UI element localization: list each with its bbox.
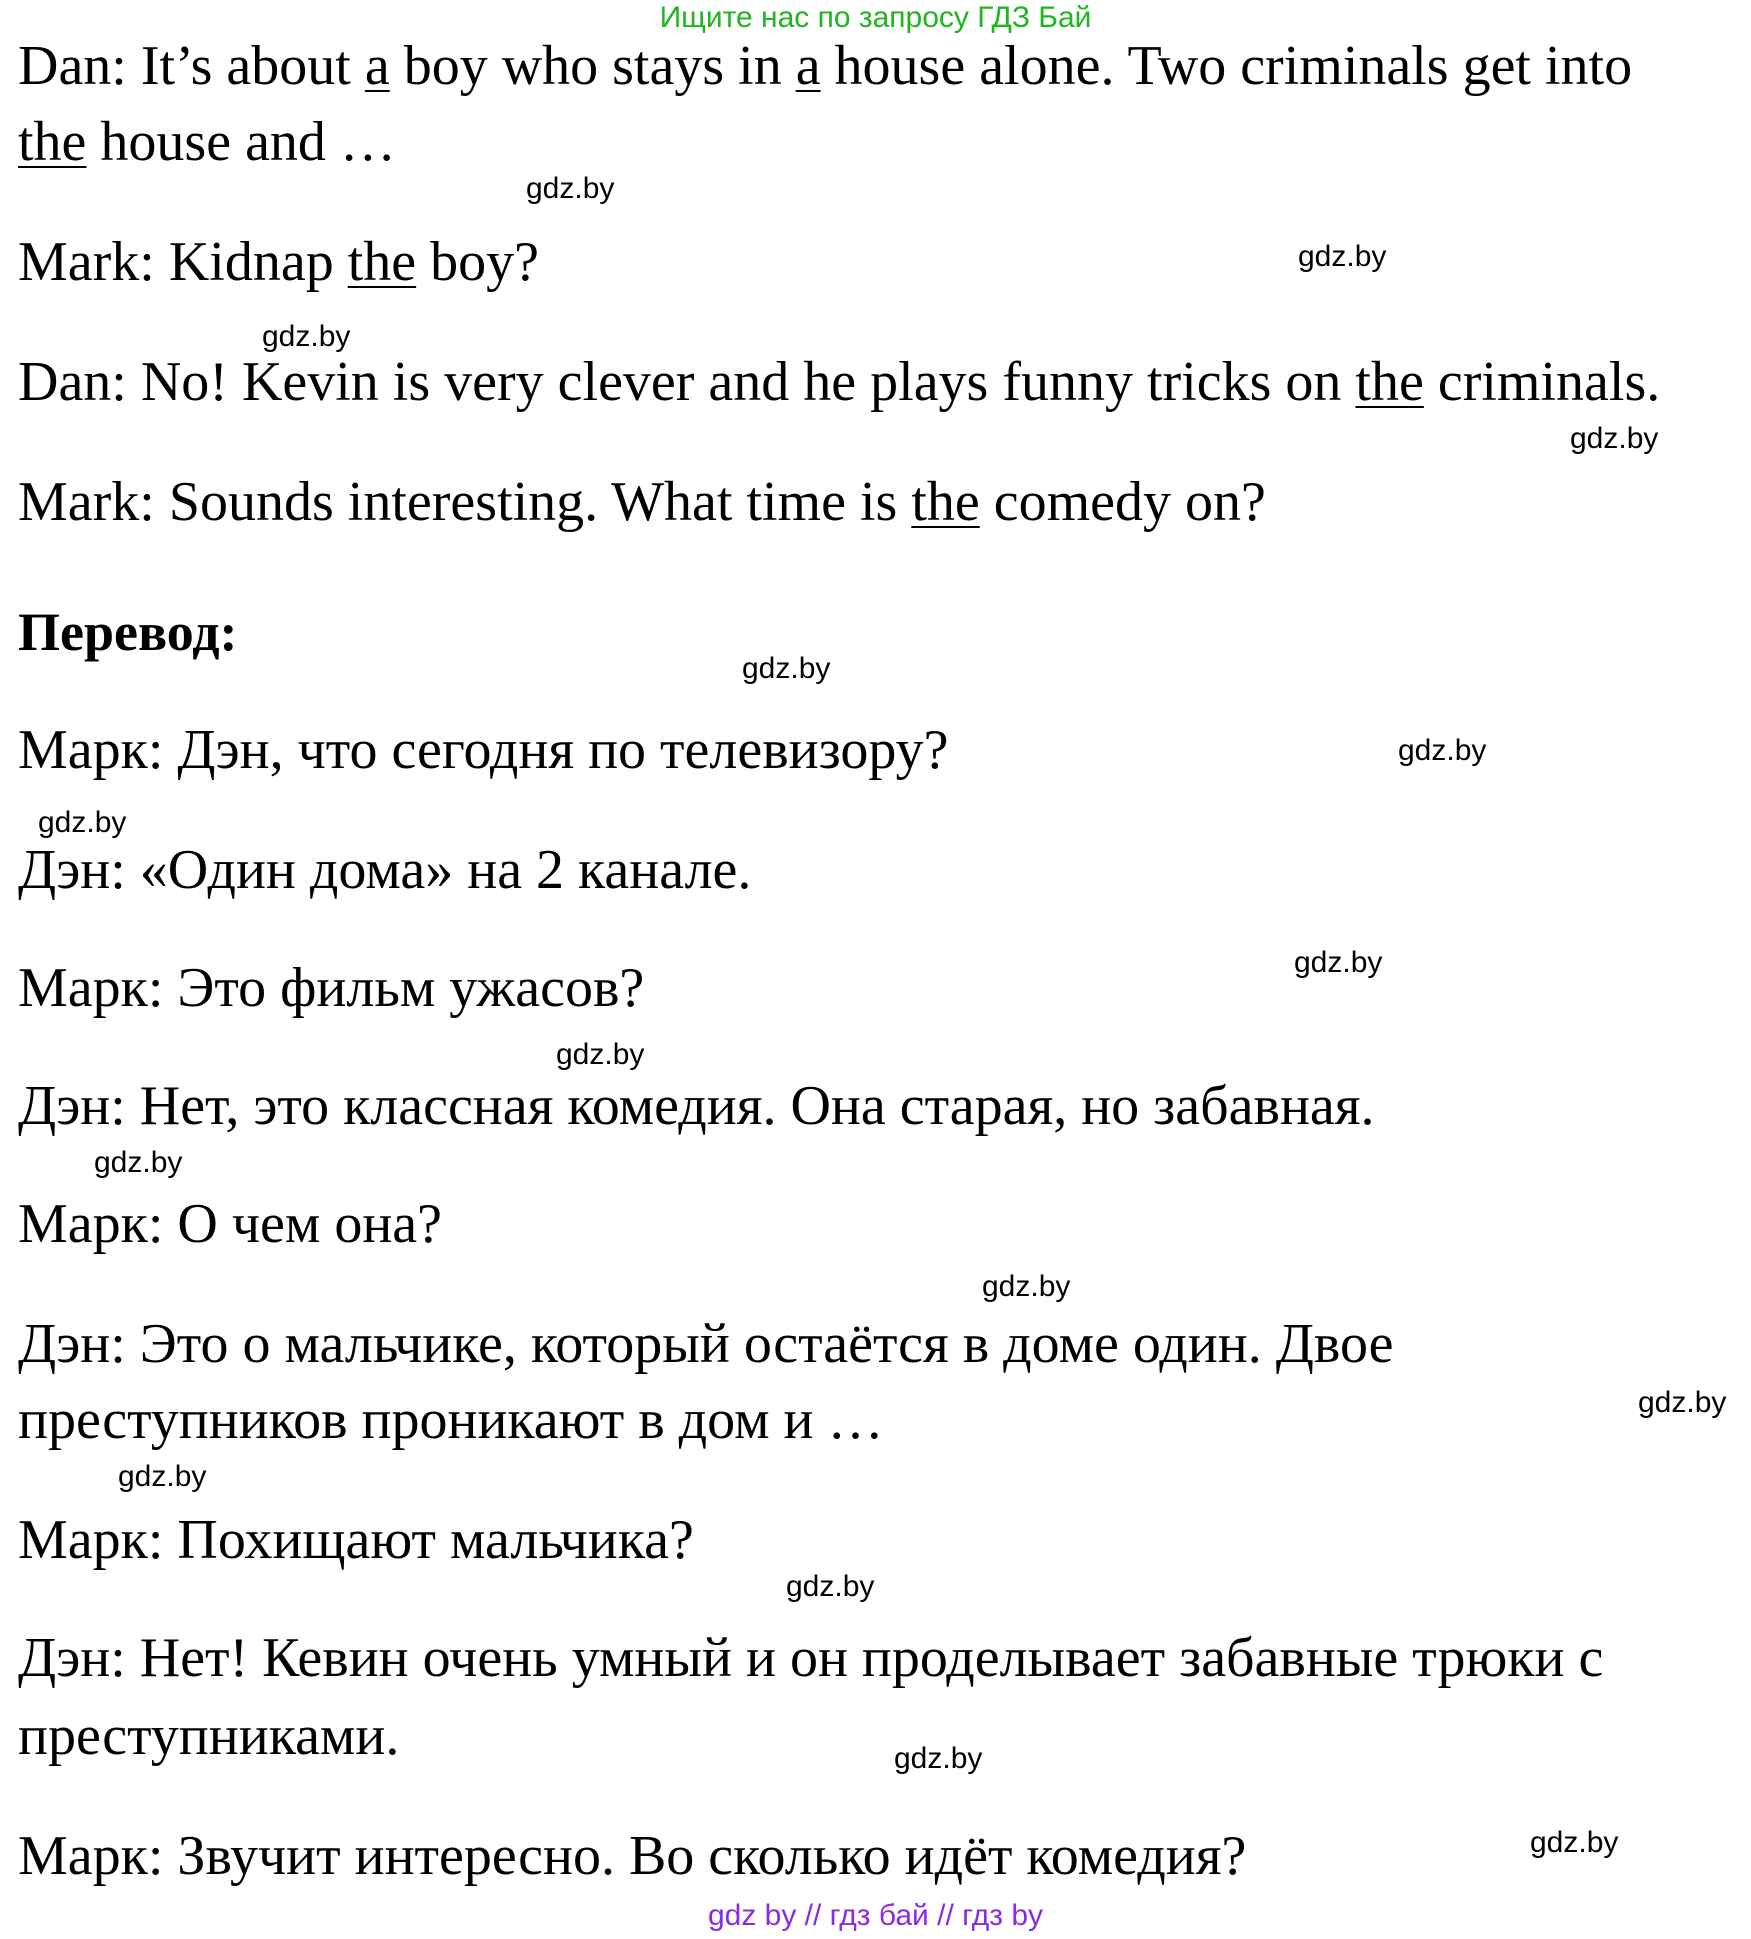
text-segment: house and … (86, 111, 396, 173)
watermark: gdz.by (742, 652, 831, 685)
article-underlined: a (364, 35, 390, 97)
watermark: gdz.by (118, 1460, 207, 1493)
text-segment: comedy on? (979, 471, 1266, 533)
dialogue-ru-line-5: Марк: О чем она? (18, 1193, 442, 1255)
watermark: gdz.by (262, 320, 351, 353)
watermark: gdz.by (1570, 422, 1659, 455)
dialogue-ru-line-2: Дэн: «Один дома» на 2 канале. (18, 839, 752, 901)
dialogue-en-line-5 (18, 470, 1266, 534)
dialogue-en-line-1 (18, 34, 1632, 98)
text-segment: criminals. (1423, 351, 1661, 413)
watermark: gdz.by (1530, 1826, 1619, 1859)
dialogue-ru-line-9: Дэн: Нет! Кевин очень умный и он проделывает забавные трюки с (18, 1627, 1604, 1689)
text-segment: boy who stays in (389, 35, 796, 97)
watermark: gdz.by (526, 172, 615, 205)
dialogue-en-line-3 (18, 230, 539, 294)
search-hint-banner: Ищите нас по запросу ГДЗ Бай (659, 1, 1092, 34)
watermark: gdz.by (786, 1570, 875, 1603)
article-underlined: the (911, 471, 980, 533)
watermark: gdz.by (1294, 946, 1383, 979)
article-underlined: a (795, 35, 821, 97)
text-segment: Mark: Sounds interesting. What time is (18, 471, 912, 533)
watermark: gdz.by (982, 1270, 1071, 1303)
article-underlined: the (18, 111, 87, 173)
text-segment: boy? (416, 231, 539, 293)
text-segment: Dan: It’s about (18, 35, 365, 97)
watermark: gdz.by (556, 1038, 645, 1071)
dialogue-ru-line-7: преступников проникают в дом и … (18, 1389, 884, 1451)
dialogue-en-line-4 (18, 350, 1660, 414)
watermark: gdz.by (894, 1742, 983, 1775)
footer-links: gdz by // гдз бай // гдз by (707, 1899, 1044, 1932)
watermark: gdz.by (1298, 240, 1387, 273)
text-segment: Mark: Kidnap (18, 231, 348, 293)
text-segment: Dan: No! Kevin is very clever and he plays funny tricks on (18, 351, 1356, 413)
dialogue-ru-line-8: Марк: Похищают мальчика? (18, 1509, 694, 1571)
dialogue-ru-line-6: Дэн: Это о мальчике, который остаётся в доме один. Двое (18, 1313, 1394, 1375)
dialogue-en-line-2 (18, 110, 396, 174)
dialogue-ru-line-4: Дэн: Нет, это классная комедия. Она старая, но забавная. (18, 1075, 1375, 1137)
article-underlined: the (1355, 351, 1424, 413)
translation-heading: Перевод: (18, 602, 238, 662)
dialogue-ru-line-11: Марк: Звучит интересно. Во сколько идёт комедия? (18, 1825, 1247, 1887)
watermark: gdz.by (1638, 1386, 1727, 1419)
watermark: gdz.by (94, 1146, 183, 1179)
dialogue-ru-line-3: Марк: Это фильм ужасов? (18, 957, 645, 1019)
dialogue-ru-line-10: преступниками. (18, 1705, 400, 1767)
text-segment: house alone. Two criminals get into (820, 35, 1633, 97)
dialogue-ru-line-1: Марк: Дэн, что сегодня по телевизору? (18, 719, 949, 781)
watermark: gdz.by (1398, 734, 1487, 767)
article-underlined: the (347, 231, 417, 293)
watermark: gdz.by (38, 806, 127, 839)
